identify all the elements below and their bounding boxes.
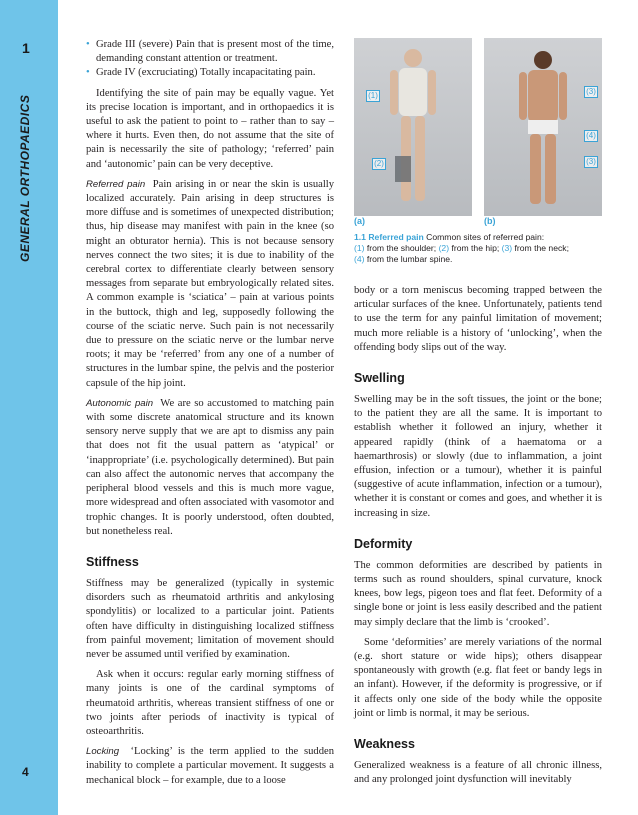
running-section-title: GENERAL ORTHOPAEDICS — [18, 94, 32, 262]
marker-3-upper: (3) — [584, 86, 598, 98]
marker-4: (4) — [584, 130, 598, 142]
pain-grade-list — [86, 38, 334, 81]
figure-label-b: (b) — [484, 216, 496, 226]
figure-1-1 — [354, 38, 602, 228]
caption-text-4: from the lumbar spine. — [364, 254, 453, 264]
caption-text-1: from the shoulder; — [364, 243, 439, 253]
caption-number: 1.1 — [354, 232, 366, 242]
weakness-paragraph: Generalized weakness is a feature of all chronic illness, and any prolonged joint dysfunction will inevitably — [354, 760, 602, 786]
stiffness-paragraph-1: Stiffness may be generalized (typically in systemic disorders such as rheumatoid arthritis and ankylosing spondylitis) or localized to a particular joint. Patients often have difficulty in distinguishing localized stiffness from painful movement; limitation of movement should never be assumed until verified by examination. — [86, 577, 334, 660]
front-figure-silhouette — [354, 38, 472, 216]
deformity-paragraph-2: Some ‘deformities’ are merely variations of the normal (e.g. short stature or wide hips); others disappear spontaneously with growth (e.g. flat feet or bandy legs in an infant). However, if the deformity is progressive, or if it affects only one side of the body while the opposite joint or limb is normal, it may be serious. — [354, 636, 602, 719]
page-number: 4 — [22, 765, 29, 779]
autonomic-pain-text: We are so accustomed to matching pain with some discrete anatomical structure and its known sensory nerve supply that we are apt to dismiss any pain that does not fit the usual pattern as ‘atypical’ or ‘inappropriate’ (i.e. psychologically determined). But pain can also affect the autonomic nerves that accompany the peripheral blood vessels and this is much more vague, more widespread and often associated with vasomotor and trophic changes. It is poorly understood, often doubted, but nonetheless real. — [86, 397, 335, 537]
left-column — [86, 38, 334, 794]
back-figure-silhouette — [484, 38, 602, 216]
pain-site-paragraph: Identifying the site of pain may be equally vague. Yet its precise location is important, and in orthopaedics it is useful to ask the patient to point to – rather than to say – where it hurts. Even then, do not assume that the site of pain is necessarily the site of pathology; ‘referred’ pain and ‘autonomic’ pain can be very deceptive. — [86, 87, 334, 170]
bullet-grade-iv: • Grade IV (excruciating) Totally incapacitating pain. — [86, 66, 334, 80]
autonomic-pain-paragraph — [86, 397, 334, 539]
caption-ref-1: (1) — [354, 243, 365, 253]
caption-ref-2: (2) — [438, 243, 450, 253]
caption-ref-3: (3) — [501, 243, 513, 253]
caption-text-2: from the hip; — [449, 243, 502, 253]
locking-paragraph — [86, 745, 334, 788]
referred-pain-text: Pain arising in or near the skin is usually localized accurately. Pain arising in deep structures is more diffuse and is sometimes of unexpected distribution; thus, hip disease may manifest with pain in the knee (so might an obturator hernia). This is not because sensory nerves connect the two sites; it is due to inability of the cerebral cortex to differentiate clearly between sensory messages from separate but embryologically related sites. A common example is ‘sciatica’ – pain at various points in the buttock, thigh and leg, supposedly following the course of the sciatic nerve. Such pain is not necessarily due to pressure on the sciatic nerve or the lumbar nerve roots; it may be ‘referred’ from any one of a number of structures in the lumbar spine, the pelvis and the posterior capsule of the hip joint. — [86, 178, 334, 389]
referred-pain-paragraph — [86, 178, 334, 391]
locking-runin: Locking — [86, 746, 120, 758]
photo-front-view — [354, 38, 472, 216]
figure-caption — [354, 232, 602, 265]
caption-text-3: from the neck; — [512, 243, 569, 253]
figure-label-a: (a) — [354, 216, 365, 226]
stiffness-paragraph-2: Ask when it occurs: regular early morning stiffness of many joints is one of the cardinal symptoms of rheumatoid arthritis, whereas transient stiffness of one or two joints after periods of inactivity is typical of osteoarthritis. — [86, 669, 334, 737]
stiffness-heading: Stiffness — [86, 554, 139, 569]
locking-continuation: body or a torn meniscus becoming trapped between the articular surfaces of the knee. Unfortunately, patients tend to use the term for any painful limitation of movement; much more reliable is a history of ‘unlocking’, when the offending body slips out of the way. — [354, 285, 602, 353]
marker-1: (1) — [366, 90, 380, 102]
referred-pain-runin: Referred pain — [86, 178, 146, 190]
caption-lead: Common sites of referred pain: — [426, 232, 545, 242]
bullet-grade-iii: • Grade III (severe) Pain that is present most of the time, demanding constant attention or treatment. — [86, 38, 334, 66]
deformity-paragraph-1: The common deformities are described by patients in terms such as round shoulders, spinal curvature, knock knees, bow legs, pigeon toes and flat feet. Deformity of a single bone or joint is less easily described and the patient may simply declare that the limb is ‘crooked’. — [354, 559, 602, 628]
swelling-heading: Swelling — [354, 371, 405, 386]
marker-3-lower: (3) — [584, 156, 598, 168]
autonomic-pain-runin: Autonomic pain — [86, 397, 154, 409]
right-column — [354, 284, 602, 793]
chapter-number: 1 — [22, 40, 30, 56]
locking-text: ‘Locking’ is the term applied to the sudden inability to complete a particular movement. It suggests a mechanical block – for example, due to a loose — [86, 746, 334, 786]
marker-2: (2) — [372, 158, 386, 170]
photo-back-view — [484, 38, 602, 216]
deformity-heading: Deformity — [354, 536, 413, 551]
swelling-paragraph: Swelling may be in the soft tissues, the joint or the bone; to the patient they are all the same. It is important to establish whether it followed an injury, whether it appeared rapidly (think of a haematoma or a haemarthrosis) or slowly (due to inflammation, a joint effusion, infection or a tumour), whether it is painful (suggestive of acute inflammation, infection or a tumour), whether it is constant or comes and goes, and whether it is increasing in size. — [354, 394, 602, 519]
caption-ref-4: (4) — [354, 254, 365, 264]
weakness-heading: Weakness — [354, 737, 415, 752]
caption-title: Referred pain — [368, 232, 424, 242]
